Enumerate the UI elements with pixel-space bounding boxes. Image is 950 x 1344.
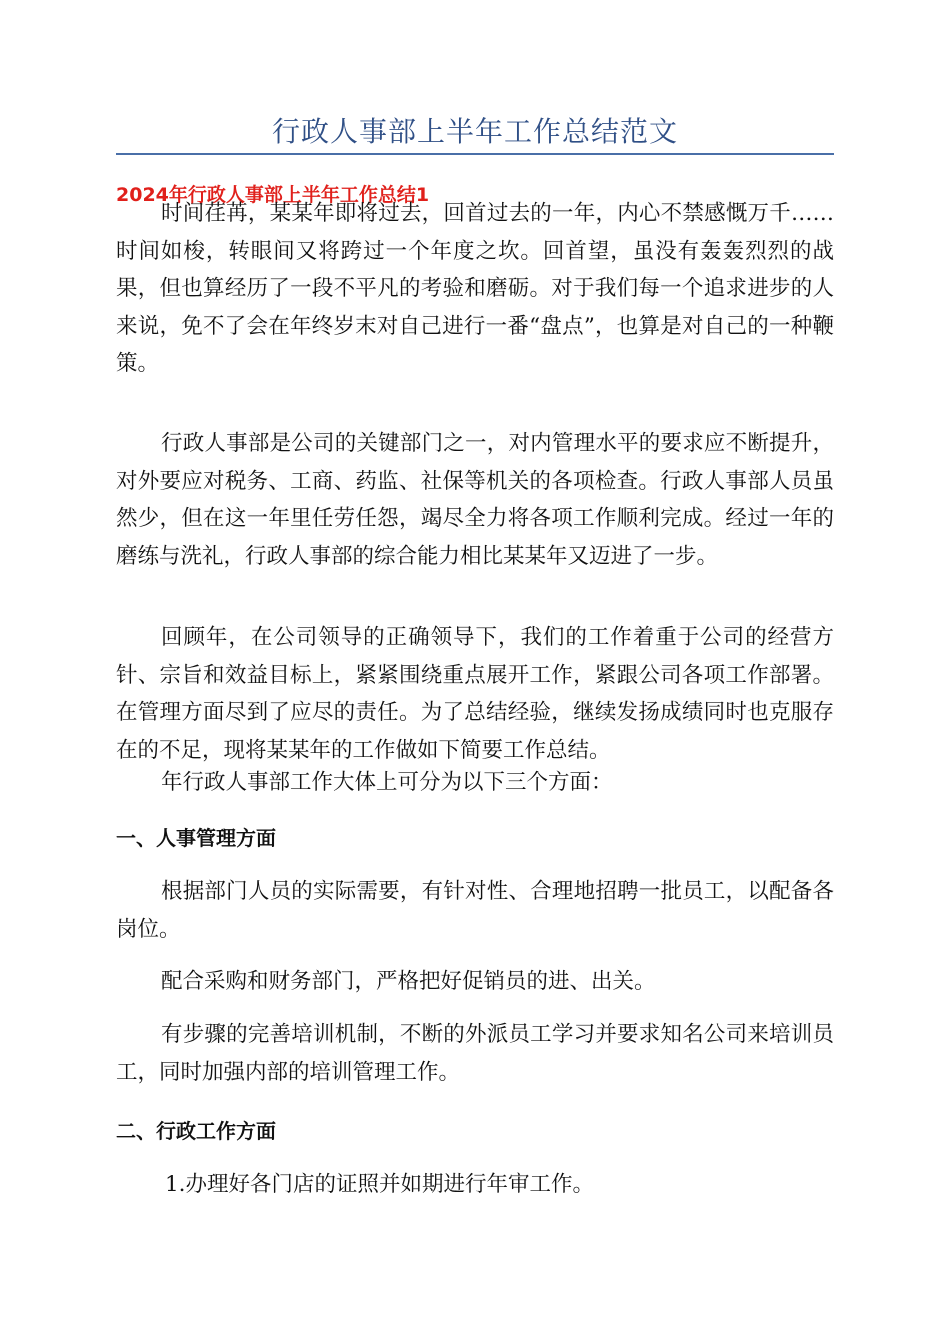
heading-hr-management: 一、人事管理方面 [116,826,276,850]
intro-paragraph-2-block [116,425,834,575]
hr-paragraph: 配合采购和财务部门，严格把好促销员的进、出关。 [161,969,656,994]
hr-paragraph-1-block [116,873,834,948]
intro-paragraph: 行政人事部是公司的关键部门之一，对内管理水平的要求应不断提升，对外要应对税务、工商、药监、社保等机关的各项检查。行政人事部人员虽然少，但在这一年里任劳任怨，竭尽全力将各项工作顺利完成。经过一年的磨练与洗礼，行政人事部的综合能力相比某某年又迈进了一步。 [116,431,834,569]
section-heading: 2024年行政人事部上半年工作总结1 [116,184,430,206]
heading-admin-work: 二、行政工作方面 [116,1119,276,1143]
intro-paragraph: 年行政人事部工作大体上可分为以下三个方面： [161,770,613,795]
hr-paragraph: 有步骤的完善培训机制，不断的外派员工学习并要求知名公司来培训员工，同时加强内部的培训管理工作。 [116,1022,834,1085]
hr-paragraph-3-block [116,1016,834,1091]
intro-paragraph-1-block [116,195,834,383]
intro-paragraph-3-block [116,619,834,769]
title-underline [116,153,834,155]
hr-paragraph: 根据部门人员的实际需要，有针对性、合理地招聘一批员工，以配备各岗位。 [116,879,834,942]
document-title: 行政人事部上半年工作总结范文 [271,115,678,148]
intro-paragraph: 回顾年，在公司领导的正确领导下，我们的工作着重于公司的经营方针、宗旨和效益目标上，紧紧围绕重点展开工作，紧跟公司各项工作部署。在管理方面尽到了应尽的责任。为了总结经验，继续发扬成绩同时也克服存在的不足，现将某某年的工作做如下简要工作总结。 [116,625,834,763]
intro-paragraph-4-block [116,764,834,802]
hr-paragraph-2-block [116,963,834,1001]
admin-list-item: 1.办理好各门店的证照并如期进行年审工作。 [165,1172,595,1197]
intro-paragraph: 时间荏苒，某某年即将过去，回首过去的一年，内心不禁感慨万千……时间如梭，转眼间又将跨过一个年度之坎。回首望，虽没有轰轰烈烈的战果，但也算经历了一段不平凡的考验和磨砺。对于我们每一个追求进步的人来说，免不了会在年终岁末对自己进行一番“盘点”，也算是对自己的一种鞭策。 [116,201,834,376]
